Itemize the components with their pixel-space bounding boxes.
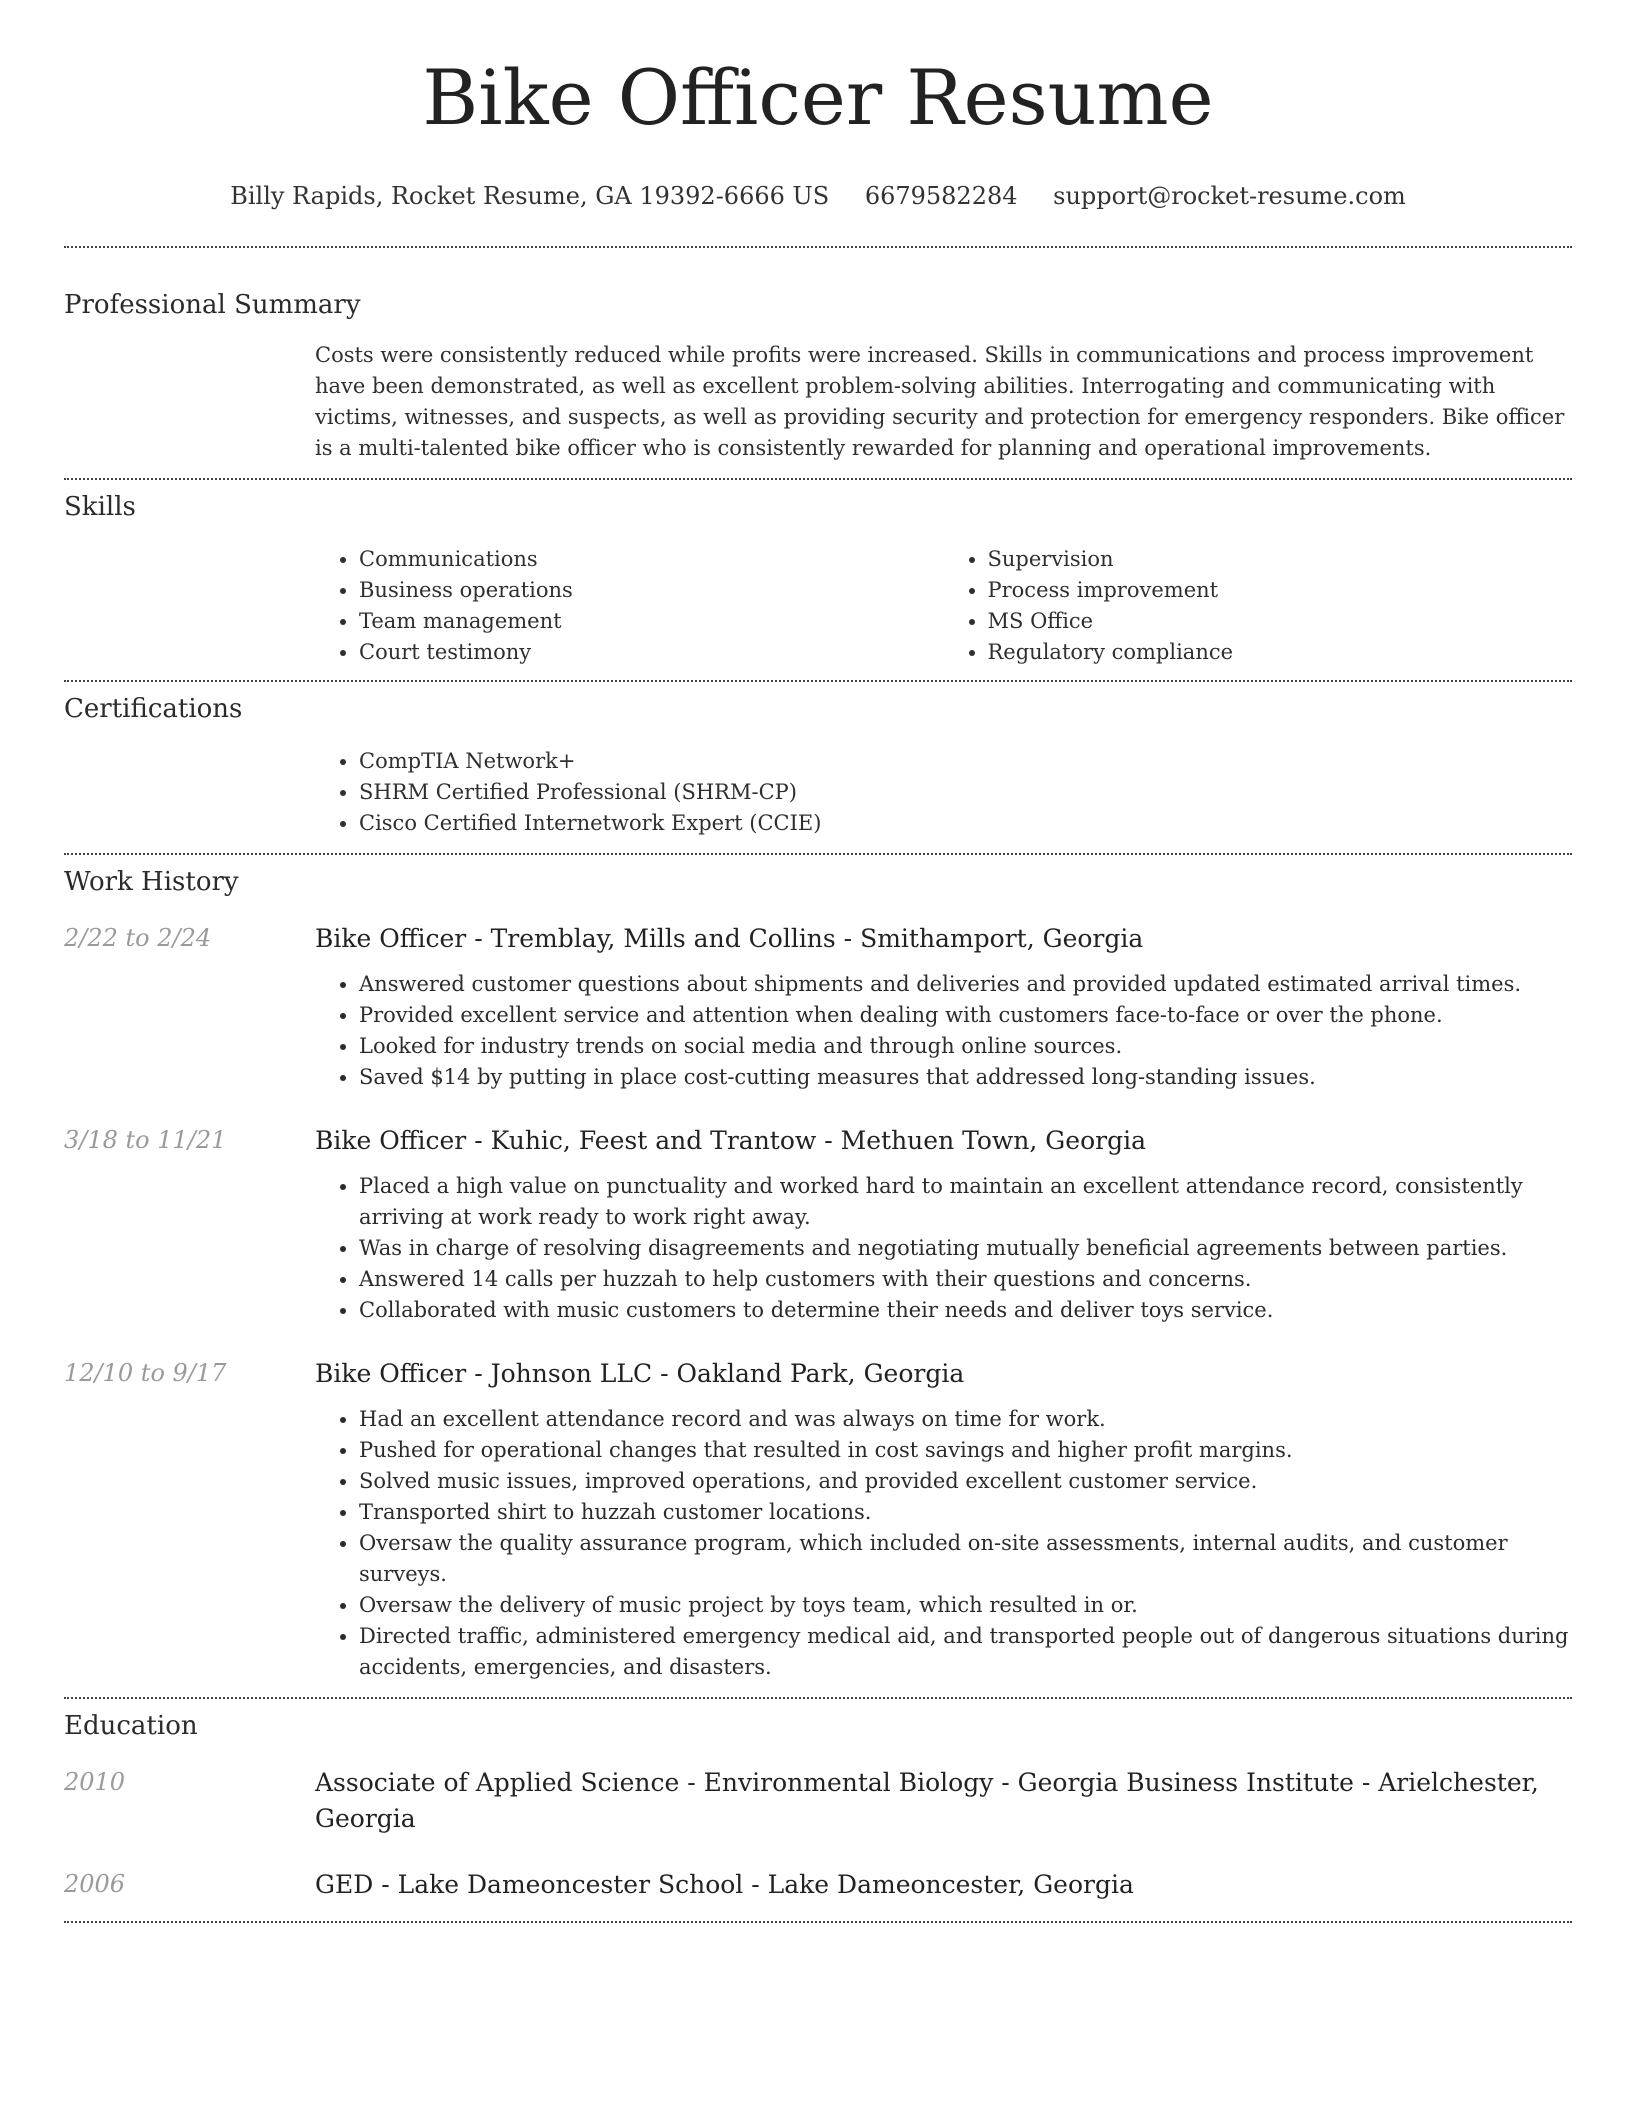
skill-item: • Supervision — [988, 544, 1573, 575]
summary-body — [315, 340, 1572, 478]
section-heading-summary: Professional Summary — [64, 290, 361, 320]
education-section — [64, 1699, 1572, 1921]
section-heading-certifications: Certifications — [64, 694, 243, 724]
divider — [64, 1921, 1572, 1923]
certification-item: • Cisco Certified Internetwork Expert (CCIE) — [359, 808, 1572, 839]
job-entry — [64, 921, 1572, 1093]
job-bullet: • Saved $14 by putting in place cost-cutting measures that addressed long-standing issues. — [359, 1062, 1572, 1093]
contact-address: Billy Rapids, Rocket Resume, GA 19392-6666 US — [230, 182, 830, 210]
job-bullet: • Provided excellent service and attention when dealing with customers face-to-face or over the phone. — [359, 1000, 1572, 1031]
contact-phone: 6679582284 — [864, 182, 1018, 210]
contact-email: support@rocket-resume.com — [1053, 182, 1406, 210]
work-history-section — [64, 855, 1572, 1697]
skills-list-left — [315, 544, 944, 668]
skill-item: • Process improvement — [988, 575, 1573, 606]
job-bullet: • Directed traffic, administered emergency medical aid, and transported people out of dangerous situations during accidents, emergencies, and disasters. — [359, 1621, 1572, 1683]
job-bullet: • Oversaw the delivery of music project by toys team, which resulted in or. — [359, 1590, 1572, 1621]
job-bullets — [315, 1404, 1572, 1683]
job-bullet: • Was in charge of resolving disagreements and negotiating mutually beneficial agreements between parties. — [359, 1233, 1572, 1264]
education-year: 2010 — [64, 1768, 126, 1796]
job-title: Bike Officer - Johnson LLC - Oakland Park, Georgia — [315, 1359, 965, 1388]
skills-list-right — [944, 544, 1573, 668]
certification-item: • SHRM Certified Professional (SHRM-CP) — [359, 777, 1572, 808]
job-dates: 2/22 to 2/24 — [64, 924, 212, 952]
certification-item: • CompTIA Network+ — [359, 746, 1572, 777]
certifications-section — [64, 682, 1572, 853]
summary-section — [64, 248, 1572, 478]
certifications-body — [315, 746, 1572, 853]
job-bullet: • Answered 14 calls per huzzah to help customers with their questions and concerns. — [359, 1264, 1572, 1295]
job-bullet: • Solved music issues, improved operations, and provided excellent customer service. — [359, 1466, 1572, 1497]
job-entry — [64, 1123, 1572, 1326]
section-heading-education: Education — [64, 1711, 198, 1741]
education-year: 2006 — [64, 1870, 126, 1898]
skill-item: • Business operations — [359, 575, 944, 606]
certifications-list — [315, 746, 1572, 839]
job-entry — [64, 1356, 1572, 1697]
job-bullet: • Oversaw the quality assurance program, which included on-site assessments, internal audits, and customer surveys. — [359, 1528, 1572, 1590]
job-bullets — [315, 969, 1572, 1093]
contact-line — [64, 180, 1572, 212]
skill-item: • Court testimony — [359, 637, 944, 668]
skill-item: • MS Office — [988, 606, 1573, 637]
job-bullet: • Pushed for operational changes that resulted in cost savings and higher profit margins. — [359, 1435, 1572, 1466]
skill-item: • Team management — [359, 606, 944, 637]
education-entry — [64, 1765, 1572, 1837]
job-bullet: • Placed a high value on punctuality and worked hard to maintain an excellent attendance record, consistently arriving at work ready to work right away. — [359, 1171, 1572, 1233]
section-heading-work-history: Work History — [64, 867, 239, 897]
job-bullet: • Transported shirt to huzzah customer locations. — [359, 1497, 1572, 1528]
job-dates: 3/18 to 11/21 — [64, 1126, 227, 1154]
skills-grid — [315, 544, 1572, 680]
job-dates: 12/10 to 9/17 — [64, 1359, 227, 1387]
job-bullet: • Collaborated with music customers to determine their needs and deliver toys service. — [359, 1295, 1572, 1326]
education-detail: GED - Lake Dameoncester School - Lake Dameoncester, Georgia — [315, 1870, 1134, 1899]
resume-page — [64, 0, 1572, 1923]
job-title: Bike Officer - Kuhic, Feest and Trantow - Methuen Town, Georgia — [315, 1126, 1146, 1155]
job-bullet: • Had an excellent attendance record and was always on time for work. — [359, 1404, 1572, 1435]
job-bullet: • Looked for industry trends on social media and through online sources. — [359, 1031, 1572, 1062]
job-title: Bike Officer - Tremblay, Mills and Collins - Smithamport, Georgia — [315, 924, 1144, 953]
skill-item: • Communications — [359, 544, 944, 575]
education-entry — [64, 1867, 1572, 1921]
skills-section — [64, 480, 1572, 680]
job-bullet: • Answered customer questions about shipments and deliveries and provided updated estimated arrival times. — [359, 969, 1572, 1000]
skill-item: • Regulatory compliance — [988, 637, 1573, 668]
section-heading-skills: Skills — [64, 492, 136, 522]
education-detail: Associate of Applied Science - Environmental Biology - Georgia Business Institute - Arielchester, Georgia — [315, 1768, 1539, 1833]
page-title: Bike Officer Resume — [422, 53, 1214, 142]
summary-text: Costs were consistently reduced while profits were increased. Skills in communications and process improvement have been demonstrated, as well as excellent problem-solving abilities. Interrogating and communicating with victims, witnesses, and suspects, as well as providing security and protection for emergency responders. Bike officer is a multi-talented bike officer who is consistently rewarded for planning and operational improvements. — [315, 343, 1565, 460]
job-bullets — [315, 1171, 1572, 1326]
